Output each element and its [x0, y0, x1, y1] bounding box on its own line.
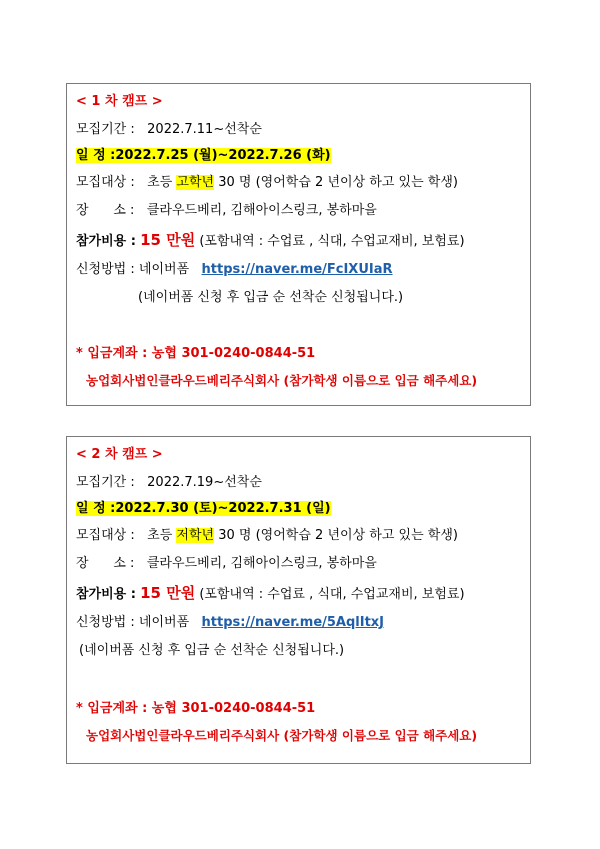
date-label: 일 정 :: [76, 501, 116, 516]
apply-label: 신청방법 :: [76, 262, 135, 277]
apply-link[interactable]: https://naver.me/5AqlItxJ: [201, 615, 385, 630]
fee-label: 참가비용 :: [76, 234, 136, 249]
fee-row: [76, 232, 465, 250]
apply-link[interactable]: https://naver.me/FcIXUIaR: [201, 262, 393, 277]
place-value: 클라우드베리, 김해아이스링크, 봉하마을: [146, 203, 377, 218]
camp-1-box: [66, 83, 531, 406]
apply-note: (네이버폼 신청 후 입금 순 선착순 신청됩니다.): [138, 290, 404, 305]
date-label: 일 정 :: [76, 148, 116, 163]
target-label: 모집대상 :: [76, 528, 135, 543]
date-value: 2022.7.30 (토)~2022.7.31 (일): [115, 501, 331, 516]
account-line: * 입금계좌 : 농협 301-0240-0844-51: [76, 346, 316, 361]
target-post: 30 명 (영어학습 2 년이상 하고 있는 학생): [218, 528, 458, 543]
fee-row: [76, 585, 465, 603]
apply-note: (네이버폼 신청 후 입금 순 선착순 신청됩니다.): [79, 643, 345, 658]
fee-detail: (포함내역 : 수업료 , 식대, 수업교재비, 보험료): [199, 587, 465, 602]
recruit-value: 2022.7.11~선착순: [147, 122, 262, 137]
place-row: [76, 203, 377, 219]
account-line: * 입금계좌 : 농협 301-0240-0844-51: [76, 701, 316, 716]
camp-header: < 2 차 캠프 >: [76, 447, 163, 462]
date-row: [76, 148, 331, 164]
target-pre: 초등: [147, 175, 173, 190]
recruit-row: [76, 122, 262, 138]
apply-row: [76, 262, 393, 278]
camp-2-box: [66, 436, 531, 764]
fee-amount: 15 만원: [140, 231, 196, 249]
apply-row: [76, 615, 384, 631]
date-row: [76, 501, 331, 517]
account-holder: 농업회사법인클라우드베리주식회사 (참가학생 이름으로 입금 해주세요): [86, 728, 478, 743]
account-holder: 농업회사법인클라우드베리주식회사 (참가학생 이름으로 입금 해주세요): [86, 373, 478, 388]
date-value: 2022.7.25 (월)~2022.7.26 (화): [115, 148, 331, 163]
place-row: [76, 556, 377, 572]
target-row: [76, 175, 458, 191]
target-row: [76, 528, 458, 544]
recruit-label: 모집기간 :: [76, 122, 135, 137]
recruit-value: 2022.7.19~선착순: [147, 475, 262, 490]
recruit-label: 모집기간 :: [76, 475, 135, 490]
target-label: 모집대상 :: [76, 175, 135, 190]
fee-label: 참가비용 :: [76, 587, 136, 602]
camp-header: < 1 차 캠프 >: [76, 94, 163, 109]
place-label: 장 소 :: [76, 203, 135, 218]
target-grade: 저학년: [176, 528, 215, 543]
target-post: 30 명 (영어학습 2 년이상 하고 있는 학생): [218, 175, 458, 190]
fee-detail: (포함내역 : 수업료 , 식대, 수업교재비, 보험료): [199, 234, 465, 249]
apply-method: 네이버폼: [138, 262, 190, 277]
target-grade: 고학년: [176, 175, 215, 190]
fee-amount: 15 만원: [140, 584, 196, 602]
target-pre: 초등: [147, 528, 173, 543]
place-label: 장 소 :: [76, 556, 135, 571]
place-value: 클라우드베리, 김해아이스링크, 봉하마을: [146, 556, 377, 571]
apply-label: 신청방법 :: [76, 615, 135, 630]
apply-method: 네이버폼: [138, 615, 190, 630]
recruit-row: [76, 475, 262, 491]
